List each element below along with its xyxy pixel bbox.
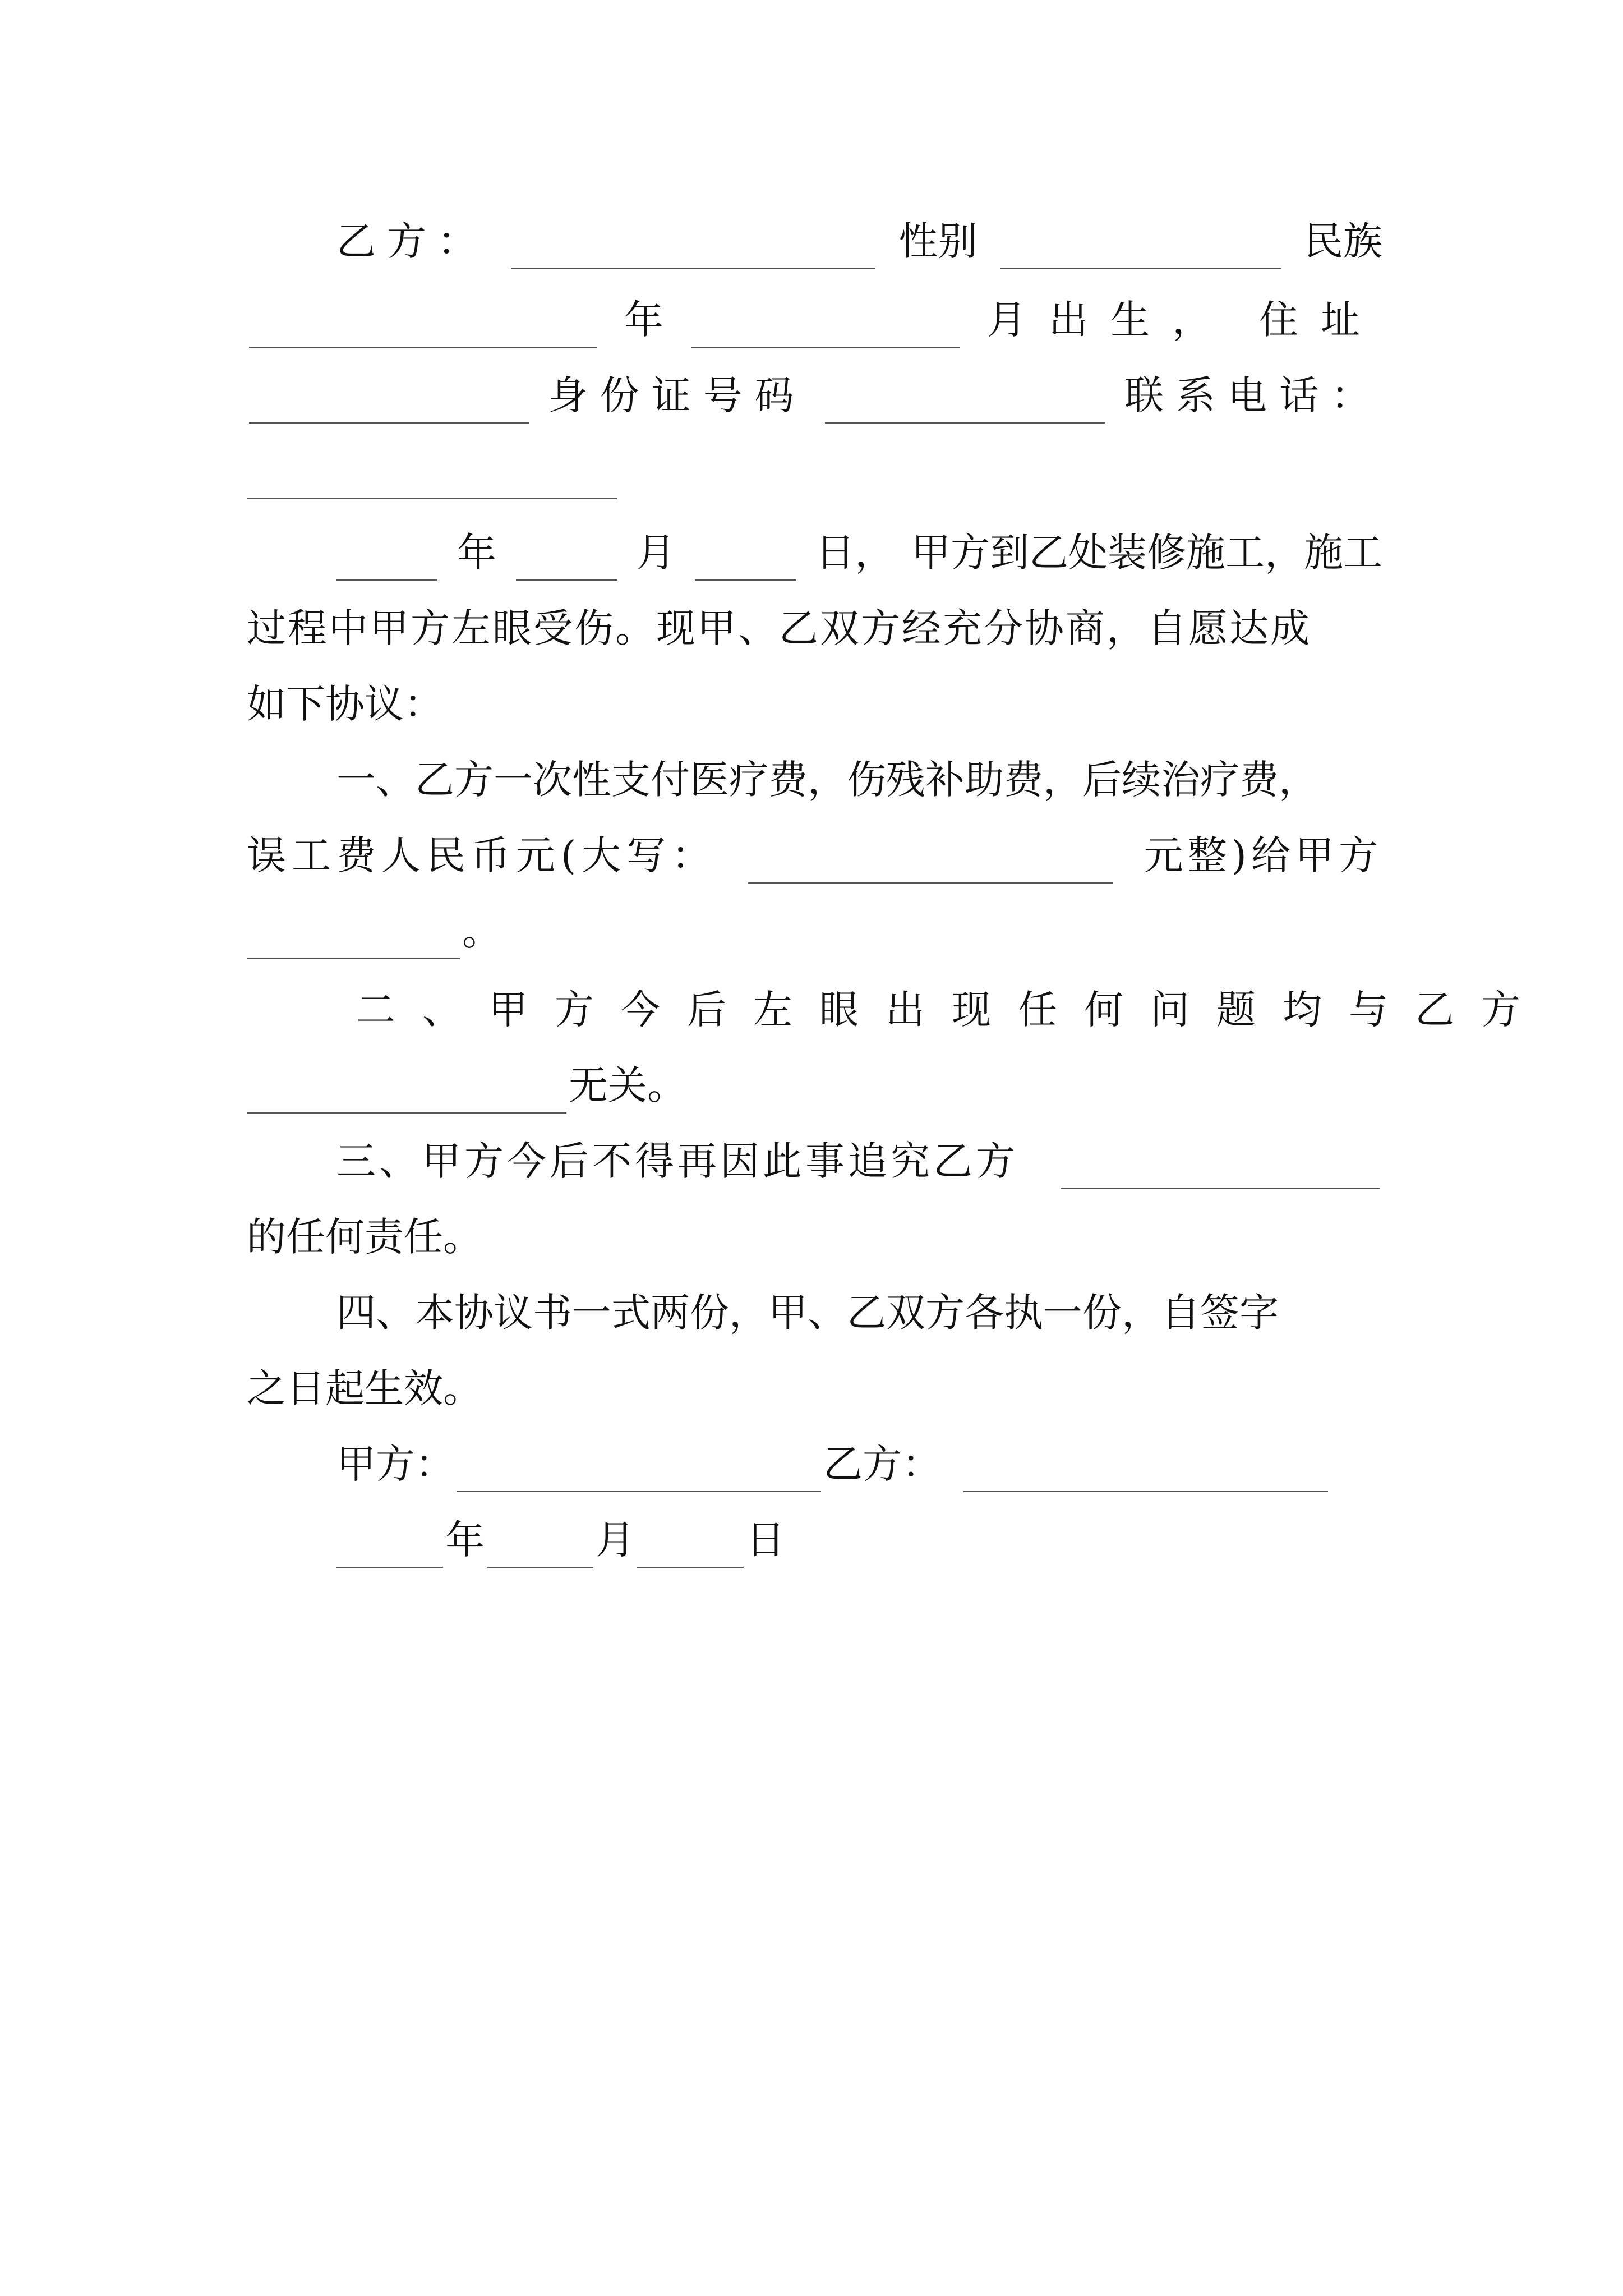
sign-month-label: 月 xyxy=(596,1517,635,1563)
clause-1-line-3 xyxy=(247,903,1382,959)
party-b-label: 乙方： xyxy=(336,218,488,264)
incident-day-blank[interactable] xyxy=(695,536,796,581)
ethnicity-blank[interactable] xyxy=(249,303,597,348)
gender-label: 性别 xyxy=(898,218,978,264)
party-a-sign-label: 甲方： xyxy=(336,1441,454,1487)
intro-line-2 xyxy=(247,600,1382,656)
clause-1-line-2a: 误工费人民币元(大写： xyxy=(247,832,717,878)
clause-1-line-2b: 元整)给甲方 xyxy=(1144,832,1382,878)
amount-words-blank[interactable] xyxy=(748,839,1113,884)
id-blank[interactable] xyxy=(825,379,1105,424)
intro-line-3 xyxy=(247,676,1382,732)
birth-month-label: 月出生， xyxy=(987,297,1234,343)
birth-year-label: 年 xyxy=(624,297,663,343)
address-blank[interactable] xyxy=(249,379,529,424)
clause-2-line-2-end: 无关。 xyxy=(569,1062,686,1108)
clause-2-blank[interactable] xyxy=(247,1069,566,1114)
clause-4-line-2-text: 之日起生效。 xyxy=(247,1365,482,1411)
incident-day-label: 日， xyxy=(815,530,895,576)
incident-month-label: 月 xyxy=(636,530,676,576)
sign-day-blank[interactable] xyxy=(637,1523,744,1568)
sign-date-line xyxy=(247,1512,1382,1568)
phone-label: 联系电话： xyxy=(1124,372,1382,418)
clause-1-line-1-text: 一、乙方一次性支付医疗费，伤残补助费，后续治疗费， xyxy=(336,757,1318,803)
clause-1-line-2 xyxy=(247,827,1382,884)
party-b-line-4 xyxy=(247,443,1382,499)
clause-3-line-2 xyxy=(247,1209,1382,1265)
clause-4-line-2 xyxy=(247,1360,1382,1416)
incident-year-blank[interactable] xyxy=(336,536,437,581)
intro-line-3-text: 如下协议： xyxy=(247,681,443,727)
clause-2-line-1 xyxy=(247,982,1547,1038)
incident-month-blank[interactable] xyxy=(516,536,617,581)
intro-line-2-text: 过程中甲方左眼受伤。现甲、乙双方经充分协商，自愿达成 xyxy=(247,605,1311,651)
clause-3-line-1-text: 三、甲方今后不得再因此事追究乙方 xyxy=(336,1138,1018,1184)
clause-3-line-2-text: 的任何责任。 xyxy=(247,1214,482,1260)
payee-blank[interactable] xyxy=(247,914,460,959)
signature-line xyxy=(247,1436,1382,1492)
party-b-sign-blank[interactable] xyxy=(963,1447,1328,1492)
clause-1-line-3-end: 。 xyxy=(462,908,501,954)
clause-1-line-1 xyxy=(247,752,1382,808)
sign-year-blank[interactable] xyxy=(336,1523,443,1568)
intro-line-1-text: 甲方到乙处装修施工，施工 xyxy=(911,530,1382,576)
gender-blank[interactable] xyxy=(1000,224,1281,269)
intro-line-1 xyxy=(247,524,1382,581)
ethnicity-label: 民族 xyxy=(1304,218,1382,264)
phone-blank[interactable] xyxy=(247,454,617,499)
party-a-sign-blank[interactable] xyxy=(457,1447,821,1492)
party-b-name-blank[interactable] xyxy=(511,224,875,269)
clause-4-line-1-text: 四、本协议书一式两份，甲、乙双方各执一份，自签字 xyxy=(336,1290,1279,1336)
sign-day-label: 日 xyxy=(746,1517,785,1563)
clause-3-line-1 xyxy=(247,1133,1382,1189)
sign-year-label: 年 xyxy=(445,1517,485,1563)
party-b-line-1 xyxy=(247,213,1382,269)
id-label: 身份证号码 xyxy=(548,372,806,418)
clause-2-line-2 xyxy=(247,1057,1382,1114)
address-label: 住址 xyxy=(1259,297,1382,343)
party-b-sign-label: 乙方： xyxy=(823,1441,941,1487)
incident-year-label: 年 xyxy=(457,530,496,576)
sign-month-blank[interactable] xyxy=(487,1523,593,1568)
party-b-line-3 xyxy=(247,367,1382,424)
clause-3-blank[interactable] xyxy=(1061,1144,1380,1189)
clause-2-line-1-text: 二、甲方今后左眼出现任何问题均与乙方 xyxy=(356,987,1547,1033)
party-b-line-2 xyxy=(247,292,1382,348)
clause-4-line-1 xyxy=(247,1285,1382,1341)
birth-year-blank[interactable] xyxy=(691,303,960,348)
